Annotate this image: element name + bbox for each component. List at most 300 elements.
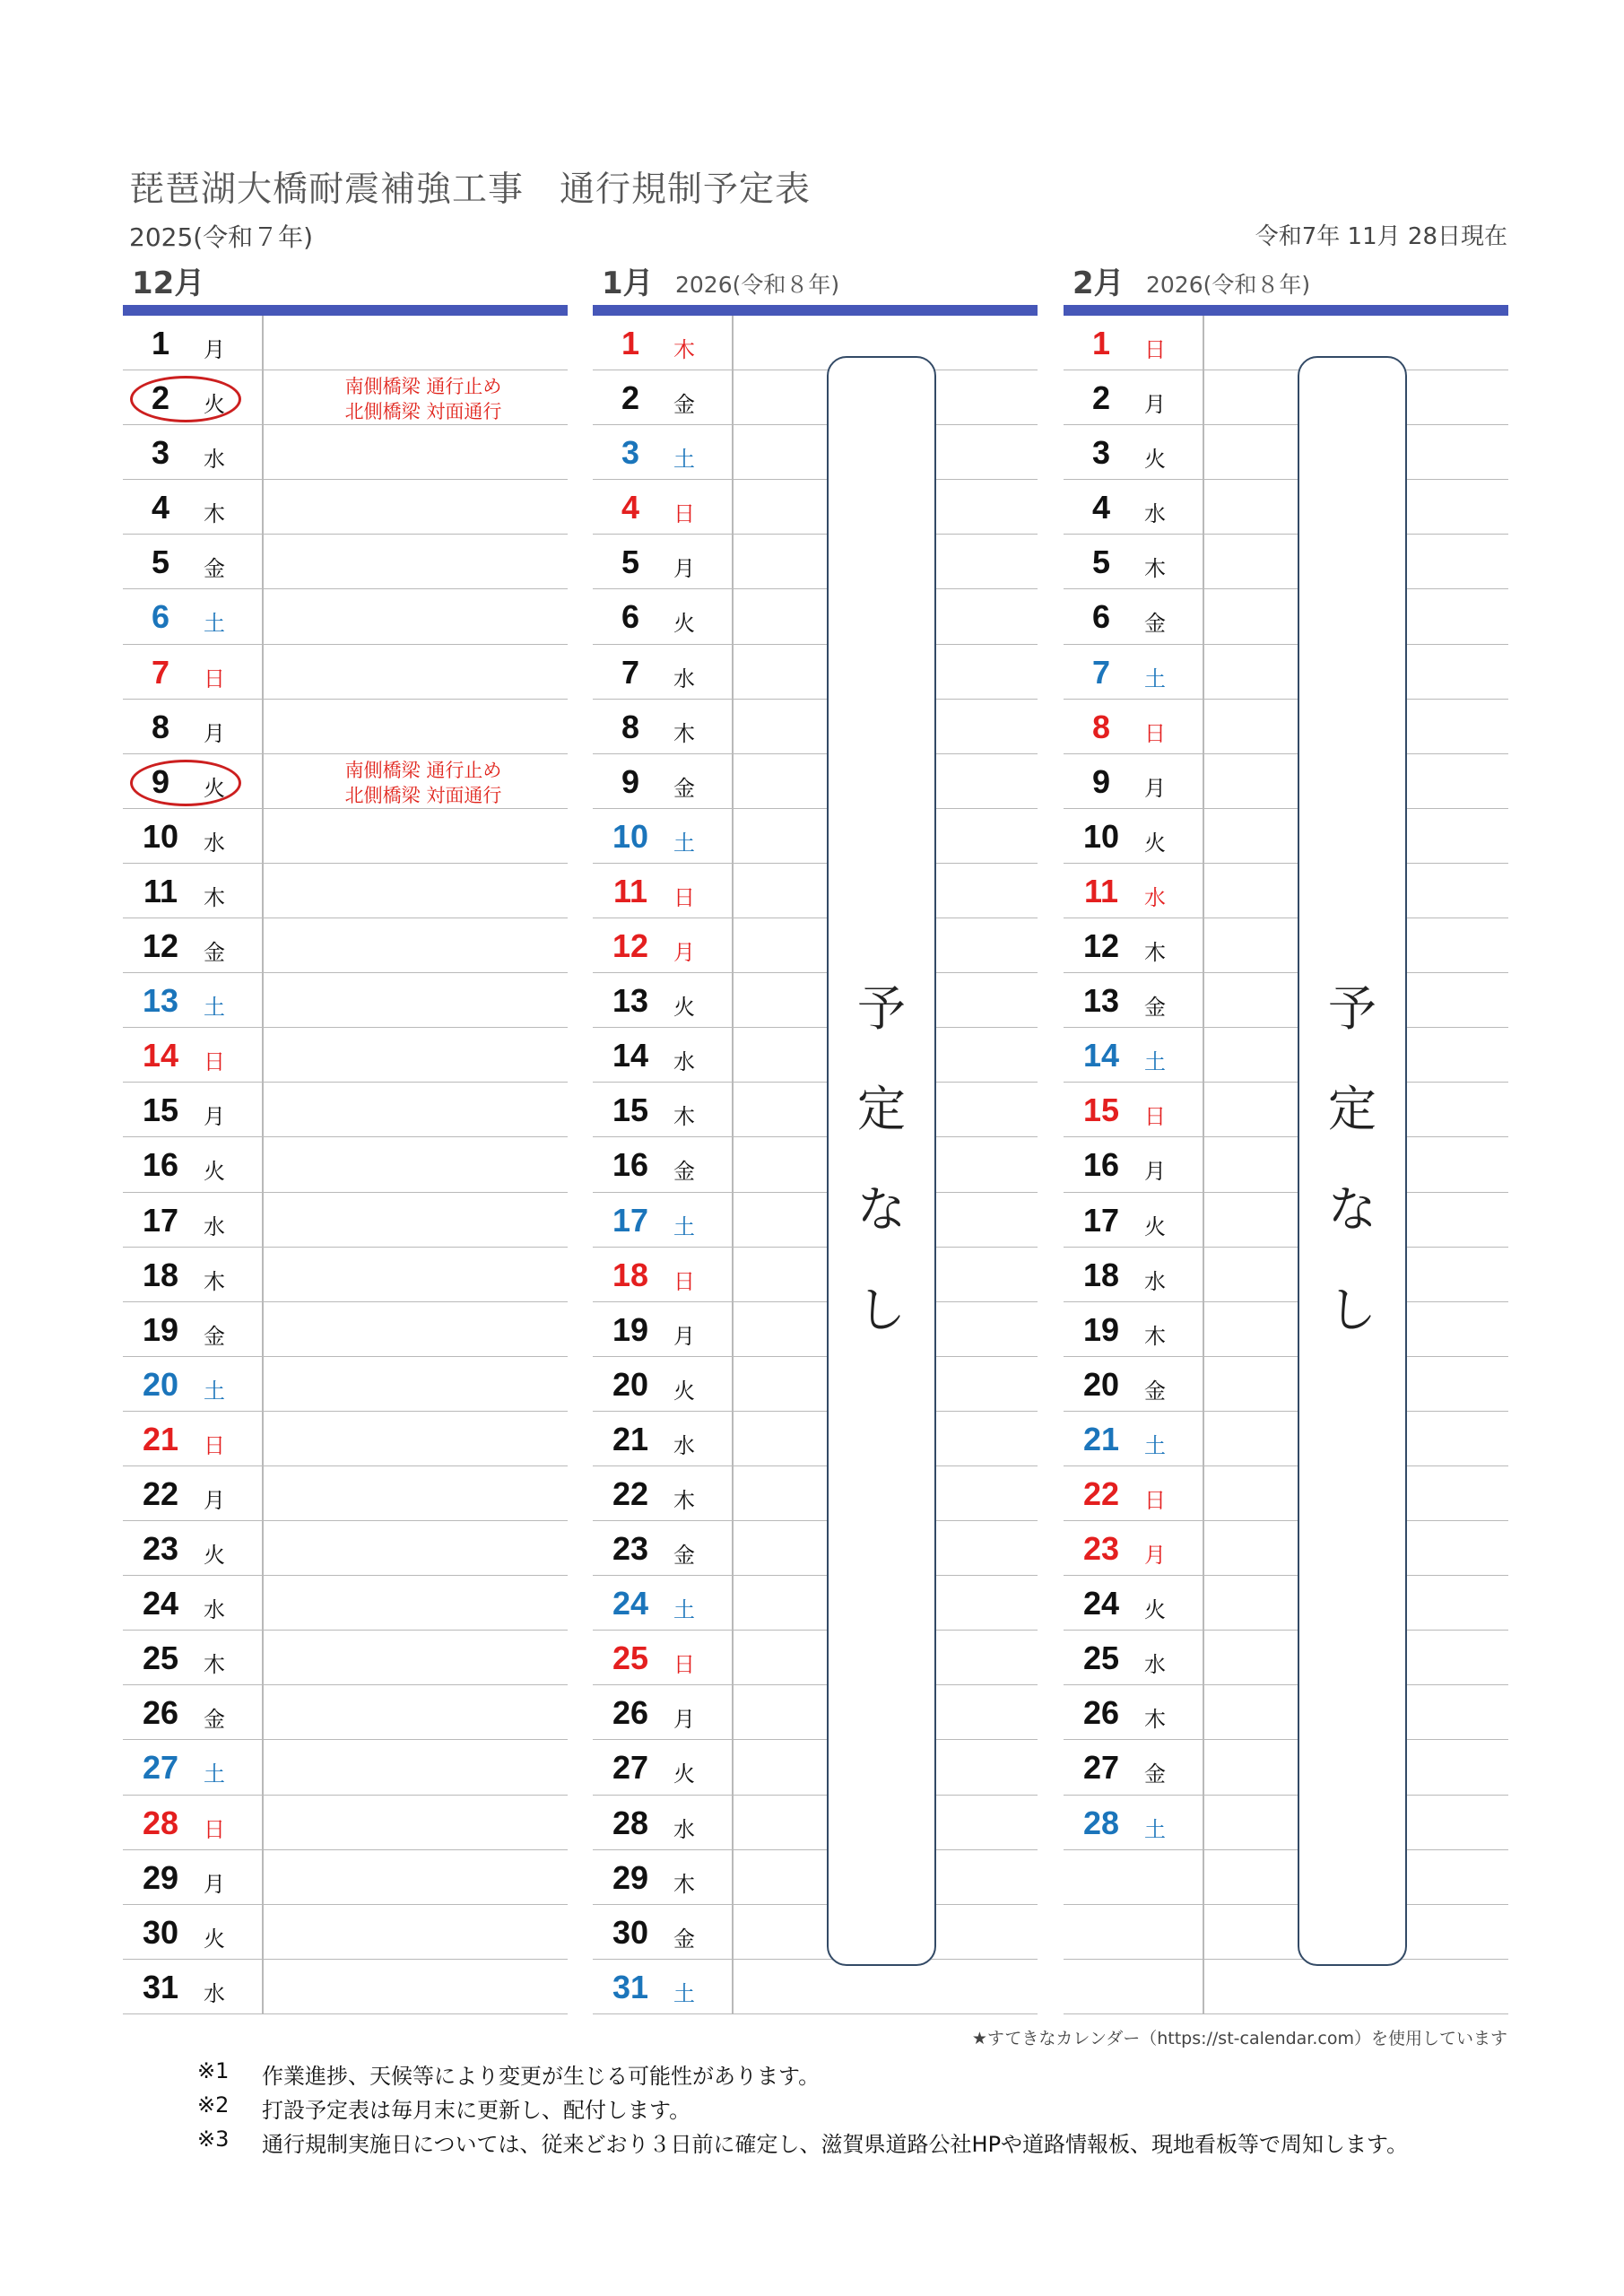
day-number: 28 [142, 1804, 179, 1841]
day-of-week: 火 [204, 1159, 225, 1185]
day-number: 7 [151, 653, 170, 691]
day-of-week: 土 [1144, 1432, 1166, 1458]
day-row [593, 1740, 1038, 1795]
day-of-week: 金 [204, 1707, 225, 1733]
day-of-week: 水 [1144, 1268, 1166, 1294]
day-of-week: 火 [673, 995, 695, 1021]
restriction-note-line: 北側橋梁 対面通行 [344, 784, 502, 806]
day-row [123, 973, 568, 1028]
day-number: 6 [621, 598, 640, 636]
day-number: 17 [1082, 1201, 1120, 1239]
day-row [593, 1905, 1038, 1960]
page-title: 琵琶湖大橋耐震補強工事 通行規制予定表 [129, 170, 812, 210]
day-row [123, 1796, 568, 1850]
footnote-text: 作業進捗、天候等により変更が生じる可能性があります。 [262, 2064, 821, 2089]
day-row [1064, 1631, 1508, 1685]
day-row [123, 1302, 568, 1357]
day-number: 11 [1083, 872, 1119, 909]
day-number: 16 [142, 1146, 179, 1184]
day-row [123, 1905, 568, 1960]
day-of-week: 土 [204, 1761, 225, 1787]
day-of-week: 日 [673, 884, 695, 910]
month-accent-bar [1064, 305, 1508, 316]
day-of-week: 日 [673, 501, 695, 527]
day-number: 22 [612, 1474, 649, 1512]
column-divider [732, 316, 734, 2014]
as-of-date: 令和7年 11月 28日現在 [1255, 223, 1507, 250]
day-of-week: 金 [1144, 1761, 1166, 1787]
day-row [123, 1740, 568, 1795]
day-row [123, 1960, 568, 2014]
restriction-note [289, 374, 558, 424]
month-february [1064, 258, 1508, 2014]
day-row [123, 1248, 568, 1302]
no-schedule-box [827, 356, 936, 1966]
day-of-week: 土 [673, 1980, 695, 2006]
day-number: 8 [151, 708, 170, 745]
day-of-week: 金 [673, 1926, 695, 1952]
day-of-week: 土 [673, 447, 695, 473]
day-row [1064, 645, 1508, 700]
day-row [593, 1576, 1038, 1631]
day-row [593, 1083, 1038, 1137]
day-of-week: 火 [1144, 447, 1166, 473]
day-row [593, 864, 1038, 918]
day-row [593, 1357, 1038, 1412]
day-row [593, 809, 1038, 864]
day-number: 11 [143, 872, 178, 909]
day-number: 27 [142, 1749, 179, 1787]
day-number: 31 [142, 1968, 179, 2005]
day-of-week: 月 [204, 1487, 225, 1513]
month-header [593, 258, 1038, 305]
day-row [1064, 1796, 1508, 1850]
day-number: 20 [612, 1365, 649, 1403]
day-number: 26 [612, 1694, 649, 1732]
month-accent-bar [593, 305, 1038, 316]
day-number: 28 [1082, 1804, 1120, 1841]
day-row [123, 645, 568, 700]
day-of-week: 土 [1144, 665, 1166, 691]
no-schedule-box [1298, 356, 1407, 1966]
day-of-week: 木 [1144, 1707, 1166, 1733]
day-number: 30 [612, 1913, 649, 1951]
day-number: 13 [612, 982, 649, 1020]
no-schedule-char: し [857, 1282, 906, 1338]
day-number: 23 [142, 1530, 179, 1568]
day-number: 29 [612, 1858, 649, 1896]
day-number: 26 [142, 1694, 179, 1732]
day-of-week: 金 [673, 775, 695, 801]
day-of-week: 月 [673, 940, 695, 966]
day-number: 30 [142, 1913, 179, 1951]
day-number: 27 [612, 1749, 649, 1787]
day-number: 20 [142, 1365, 179, 1403]
day-number: 21 [142, 1420, 179, 1457]
day-of-week: 火 [204, 775, 225, 801]
day-of-week: 木 [673, 1487, 695, 1513]
day-of-week: 水 [673, 1432, 695, 1458]
day-of-week: 水 [204, 1597, 225, 1623]
day-number: 17 [612, 1201, 649, 1239]
day-row [123, 918, 568, 973]
day-of-week: 日 [204, 1816, 225, 1842]
day-of-week: 日 [1144, 720, 1166, 746]
day-number: 25 [1082, 1639, 1120, 1677]
day-of-week: 木 [673, 1104, 695, 1130]
day-of-week: 火 [673, 1761, 695, 1787]
day-of-week: 金 [1144, 995, 1166, 1021]
day-number: 5 [151, 544, 170, 581]
month-name: 1月 [602, 265, 654, 301]
day-of-week: 火 [673, 1378, 695, 1404]
day-number: 14 [142, 1037, 179, 1074]
day-number: 10 [142, 817, 179, 855]
no-schedule-char: 予 [857, 980, 906, 1037]
day-of-week: 月 [673, 1707, 695, 1733]
day-of-week: 木 [673, 1871, 695, 1897]
day-number: 25 [142, 1639, 179, 1677]
day-of-week: 日 [204, 1432, 225, 1458]
day-number: 13 [142, 982, 179, 1020]
day-number: 9 [621, 762, 640, 800]
day-row [593, 1248, 1038, 1302]
no-schedule-char: な [1328, 1181, 1376, 1238]
day-number: 7 [1091, 653, 1111, 691]
day-of-week: 金 [1144, 611, 1166, 637]
day-row [593, 1137, 1038, 1192]
day-number: 14 [1082, 1037, 1120, 1074]
day-row [593, 1412, 1038, 1466]
day-number: 8 [621, 708, 640, 745]
day-of-week: 火 [204, 1543, 225, 1569]
day-row [123, 1521, 568, 1576]
day-number: 25 [612, 1639, 649, 1677]
day-of-week: 土 [204, 611, 225, 637]
footnote-text: 打設予定表は毎月末に更新し、配付します。 [262, 2098, 691, 2123]
day-number: 17 [142, 1201, 179, 1239]
day-row [123, 1631, 568, 1685]
day-row [1064, 973, 1508, 1028]
day-row [123, 1466, 568, 1521]
day-of-week: 土 [673, 1213, 695, 1239]
day-number: 10 [1082, 817, 1120, 855]
day-number: 29 [142, 1858, 179, 1896]
column-divider [262, 316, 264, 2014]
restriction-note [289, 758, 558, 808]
day-of-week: 月 [1144, 1159, 1166, 1185]
day-number: 3 [151, 434, 170, 472]
day-row [123, 1028, 568, 1083]
day-row [123, 1685, 568, 1740]
day-row [123, 1193, 568, 1248]
day-row [593, 1850, 1038, 1905]
highlight-circle [130, 376, 241, 422]
day-row [593, 589, 1038, 644]
day-of-week: 木 [1144, 1323, 1166, 1349]
day-row [1064, 1193, 1508, 1248]
month-subtitle: 2026(令和８年) [675, 272, 840, 298]
day-row [1064, 535, 1508, 589]
day-number: 22 [142, 1474, 179, 1512]
day-row [123, 535, 568, 589]
month-subtitle: 2026(令和８年) [1146, 272, 1311, 298]
day-of-week: 金 [204, 940, 225, 966]
day-of-week: 月 [1144, 392, 1166, 418]
day-number: 5 [1091, 544, 1111, 581]
no-schedule-char: 予 [1328, 980, 1376, 1037]
day-row [1064, 864, 1508, 918]
day-number: 15 [612, 1091, 649, 1129]
day-row [593, 1685, 1038, 1740]
no-schedule-char: 定 [1328, 1081, 1376, 1137]
day-row [123, 1357, 568, 1412]
day-row [593, 316, 1038, 370]
day-row [123, 480, 568, 535]
day-number: 22 [1082, 1474, 1120, 1512]
day-row [1064, 1137, 1508, 1192]
day-number: 4 [151, 489, 170, 526]
day-number: 21 [1082, 1420, 1120, 1457]
day-of-week: 水 [204, 447, 225, 473]
day-number: 31 [612, 1968, 649, 2005]
day-of-week: 火 [1144, 830, 1166, 856]
day-of-week: 木 [204, 1268, 225, 1294]
day-row [1064, 754, 1508, 809]
day-row [1064, 1740, 1508, 1795]
footnote-text: 通行規制実施日については、従来どおり３日前に確定し、滋賀県道路公社HPや道路情報板、現地看板等で周知します。 [262, 2132, 1409, 2157]
day-number: 6 [1091, 598, 1111, 636]
day-number: 24 [612, 1585, 649, 1622]
day-number: 28 [612, 1804, 649, 1841]
day-row [123, 1412, 568, 1466]
day-row [593, 645, 1038, 700]
day-number: 24 [142, 1585, 179, 1622]
day-of-week: 火 [1144, 1597, 1166, 1623]
day-number: 3 [621, 434, 640, 472]
month-january [593, 258, 1038, 2014]
day-row [1064, 370, 1508, 425]
day-row [123, 700, 568, 754]
day-number: 9 [151, 762, 170, 800]
day-number: 9 [1091, 762, 1111, 800]
day-number: 16 [1082, 1146, 1120, 1184]
day-row [123, 1083, 568, 1137]
day-number: 18 [612, 1256, 649, 1293]
day-row [123, 589, 568, 644]
day-of-week: 水 [1144, 501, 1166, 527]
day-row [123, 370, 568, 425]
day-of-week: 土 [1144, 1816, 1166, 1842]
day-number: 14 [612, 1037, 649, 1074]
day-row [1064, 1466, 1508, 1521]
day-of-week: 木 [204, 501, 225, 527]
day-number: 18 [142, 1256, 179, 1293]
day-of-week: 火 [673, 611, 695, 637]
day-of-week: 木 [204, 1652, 225, 1678]
day-number: 2 [1091, 379, 1111, 417]
day-of-week: 金 [673, 392, 695, 418]
no-schedule-char: な [857, 1181, 906, 1238]
highlight-circle [130, 760, 241, 806]
day-row [123, 754, 568, 809]
restriction-note-line: 北側橋梁 対面通行 [344, 401, 502, 423]
day-of-week: 木 [1144, 556, 1166, 582]
day-rows [1064, 316, 1508, 2014]
day-number: 19 [1082, 1310, 1120, 1348]
no-schedule-char: し [1328, 1282, 1376, 1338]
day-row [593, 973, 1038, 1028]
day-number: 2 [621, 379, 640, 417]
day-of-week: 水 [204, 1213, 225, 1239]
day-row [593, 1193, 1038, 1248]
column-divider [1203, 316, 1204, 2014]
day-number: 12 [612, 927, 649, 965]
day-of-week: 土 [673, 830, 695, 856]
day-number: 4 [1091, 489, 1111, 526]
day-of-week: 木 [673, 337, 695, 362]
day-row [1064, 1028, 1508, 1083]
day-of-week: 月 [204, 1104, 225, 1130]
day-of-week: 日 [204, 665, 225, 691]
day-number: 3 [1091, 434, 1111, 472]
day-rows [593, 316, 1038, 2014]
day-row [593, 535, 1038, 589]
day-of-week: 金 [673, 1543, 695, 1569]
day-number: 8 [1091, 708, 1111, 745]
day-of-week: 水 [204, 1980, 225, 2006]
day-row [593, 1796, 1038, 1850]
month-header [123, 258, 568, 305]
day-row [593, 480, 1038, 535]
day-of-week: 土 [673, 1597, 695, 1623]
day-number: 11 [612, 872, 648, 909]
day-of-week: 水 [204, 830, 225, 856]
day-row [1064, 700, 1508, 754]
day-row [123, 1576, 568, 1631]
restriction-note-line: 南側橋梁 通行止め [344, 376, 502, 398]
day-number: 23 [612, 1530, 649, 1568]
day-of-week: 月 [1144, 1543, 1166, 1569]
day-of-week: 月 [204, 1871, 225, 1897]
day-number: 15 [142, 1091, 179, 1129]
day-row [1064, 589, 1508, 644]
day-number: 13 [1082, 982, 1120, 1020]
day-of-week: 日 [673, 1268, 695, 1294]
day-row [1064, 316, 1508, 370]
day-number: 1 [1091, 325, 1111, 361]
day-number: 19 [142, 1310, 179, 1348]
day-of-week: 金 [673, 1159, 695, 1185]
footnote-mark: ※2 [197, 2092, 230, 2118]
year-label: 2025(令和７年) [129, 222, 314, 252]
day-row [123, 316, 568, 370]
day-number: 24 [1082, 1585, 1120, 1622]
day-of-week: 土 [204, 1378, 225, 1404]
day-number: 1 [621, 325, 640, 361]
day-number: 7 [621, 653, 640, 691]
day-number: 19 [612, 1310, 649, 1348]
day-row [593, 918, 1038, 973]
day-of-week: 水 [1144, 884, 1166, 910]
day-rows [123, 316, 568, 2014]
day-row [593, 700, 1038, 754]
day-of-week: 月 [204, 337, 225, 362]
day-number: 18 [1082, 1256, 1120, 1293]
day-row [1064, 1685, 1508, 1740]
day-row [593, 1631, 1038, 1685]
day-number: 2 [151, 379, 170, 417]
day-of-week: 日 [1144, 1104, 1166, 1130]
day-row [593, 1960, 1038, 2014]
day-row [123, 1850, 568, 1905]
day-row [593, 1302, 1038, 1357]
month-name: 12月 [132, 265, 205, 301]
day-of-week: 月 [673, 556, 695, 582]
day-of-week: 木 [1144, 940, 1166, 966]
day-row [593, 1521, 1038, 1576]
day-row [1064, 809, 1508, 864]
restriction-note-line: 南側橋梁 通行止め [344, 759, 502, 781]
day-number: 23 [1082, 1530, 1120, 1568]
day-number: 4 [621, 489, 640, 526]
day-of-week: 日 [204, 1049, 225, 1075]
day-row [1064, 1412, 1508, 1466]
day-number: 16 [612, 1146, 649, 1184]
day-of-week: 水 [673, 1049, 695, 1075]
day-row [123, 809, 568, 864]
day-of-week: 金 [204, 556, 225, 582]
day-of-week: 火 [204, 1926, 225, 1952]
day-row [1064, 1302, 1508, 1357]
day-number: 21 [612, 1420, 649, 1457]
day-of-week: 金 [204, 1323, 225, 1349]
day-row [1064, 1576, 1508, 1631]
day-row [1064, 425, 1508, 480]
day-of-week: 水 [1144, 1652, 1166, 1678]
day-number: 10 [612, 817, 649, 855]
day-row [123, 425, 568, 480]
day-row [593, 1028, 1038, 1083]
day-number: 27 [1082, 1749, 1120, 1787]
day-of-week: 水 [673, 665, 695, 691]
day-of-week: 水 [673, 1816, 695, 1842]
day-row [1064, 1905, 1508, 1960]
footnote-mark: ※1 [197, 2058, 230, 2083]
day-row [593, 1466, 1038, 1521]
day-of-week: 木 [204, 884, 225, 910]
day-number: 12 [1082, 927, 1120, 965]
day-of-week: 日 [673, 1652, 695, 1678]
day-of-week: 月 [204, 720, 225, 746]
day-of-week: 土 [1144, 1049, 1166, 1075]
footnote-mark: ※3 [197, 2126, 230, 2152]
day-row [1064, 1357, 1508, 1412]
day-number: 26 [1082, 1694, 1120, 1732]
day-number: 6 [151, 598, 170, 636]
day-of-week: 火 [204, 392, 225, 418]
day-row [1064, 1960, 1508, 2014]
no-schedule-char: 定 [857, 1081, 906, 1137]
day-row [1064, 1083, 1508, 1137]
day-row [1064, 1850, 1508, 1905]
day-of-week: 火 [1144, 1213, 1166, 1239]
calendar-credit: ★すてきなカレンダー（https://st-calendar.com）を使用しています [971, 2029, 1507, 2048]
day-row [1064, 1248, 1508, 1302]
day-of-week: 日 [1144, 1487, 1166, 1513]
day-row [593, 370, 1038, 425]
day-number: 1 [151, 325, 170, 361]
